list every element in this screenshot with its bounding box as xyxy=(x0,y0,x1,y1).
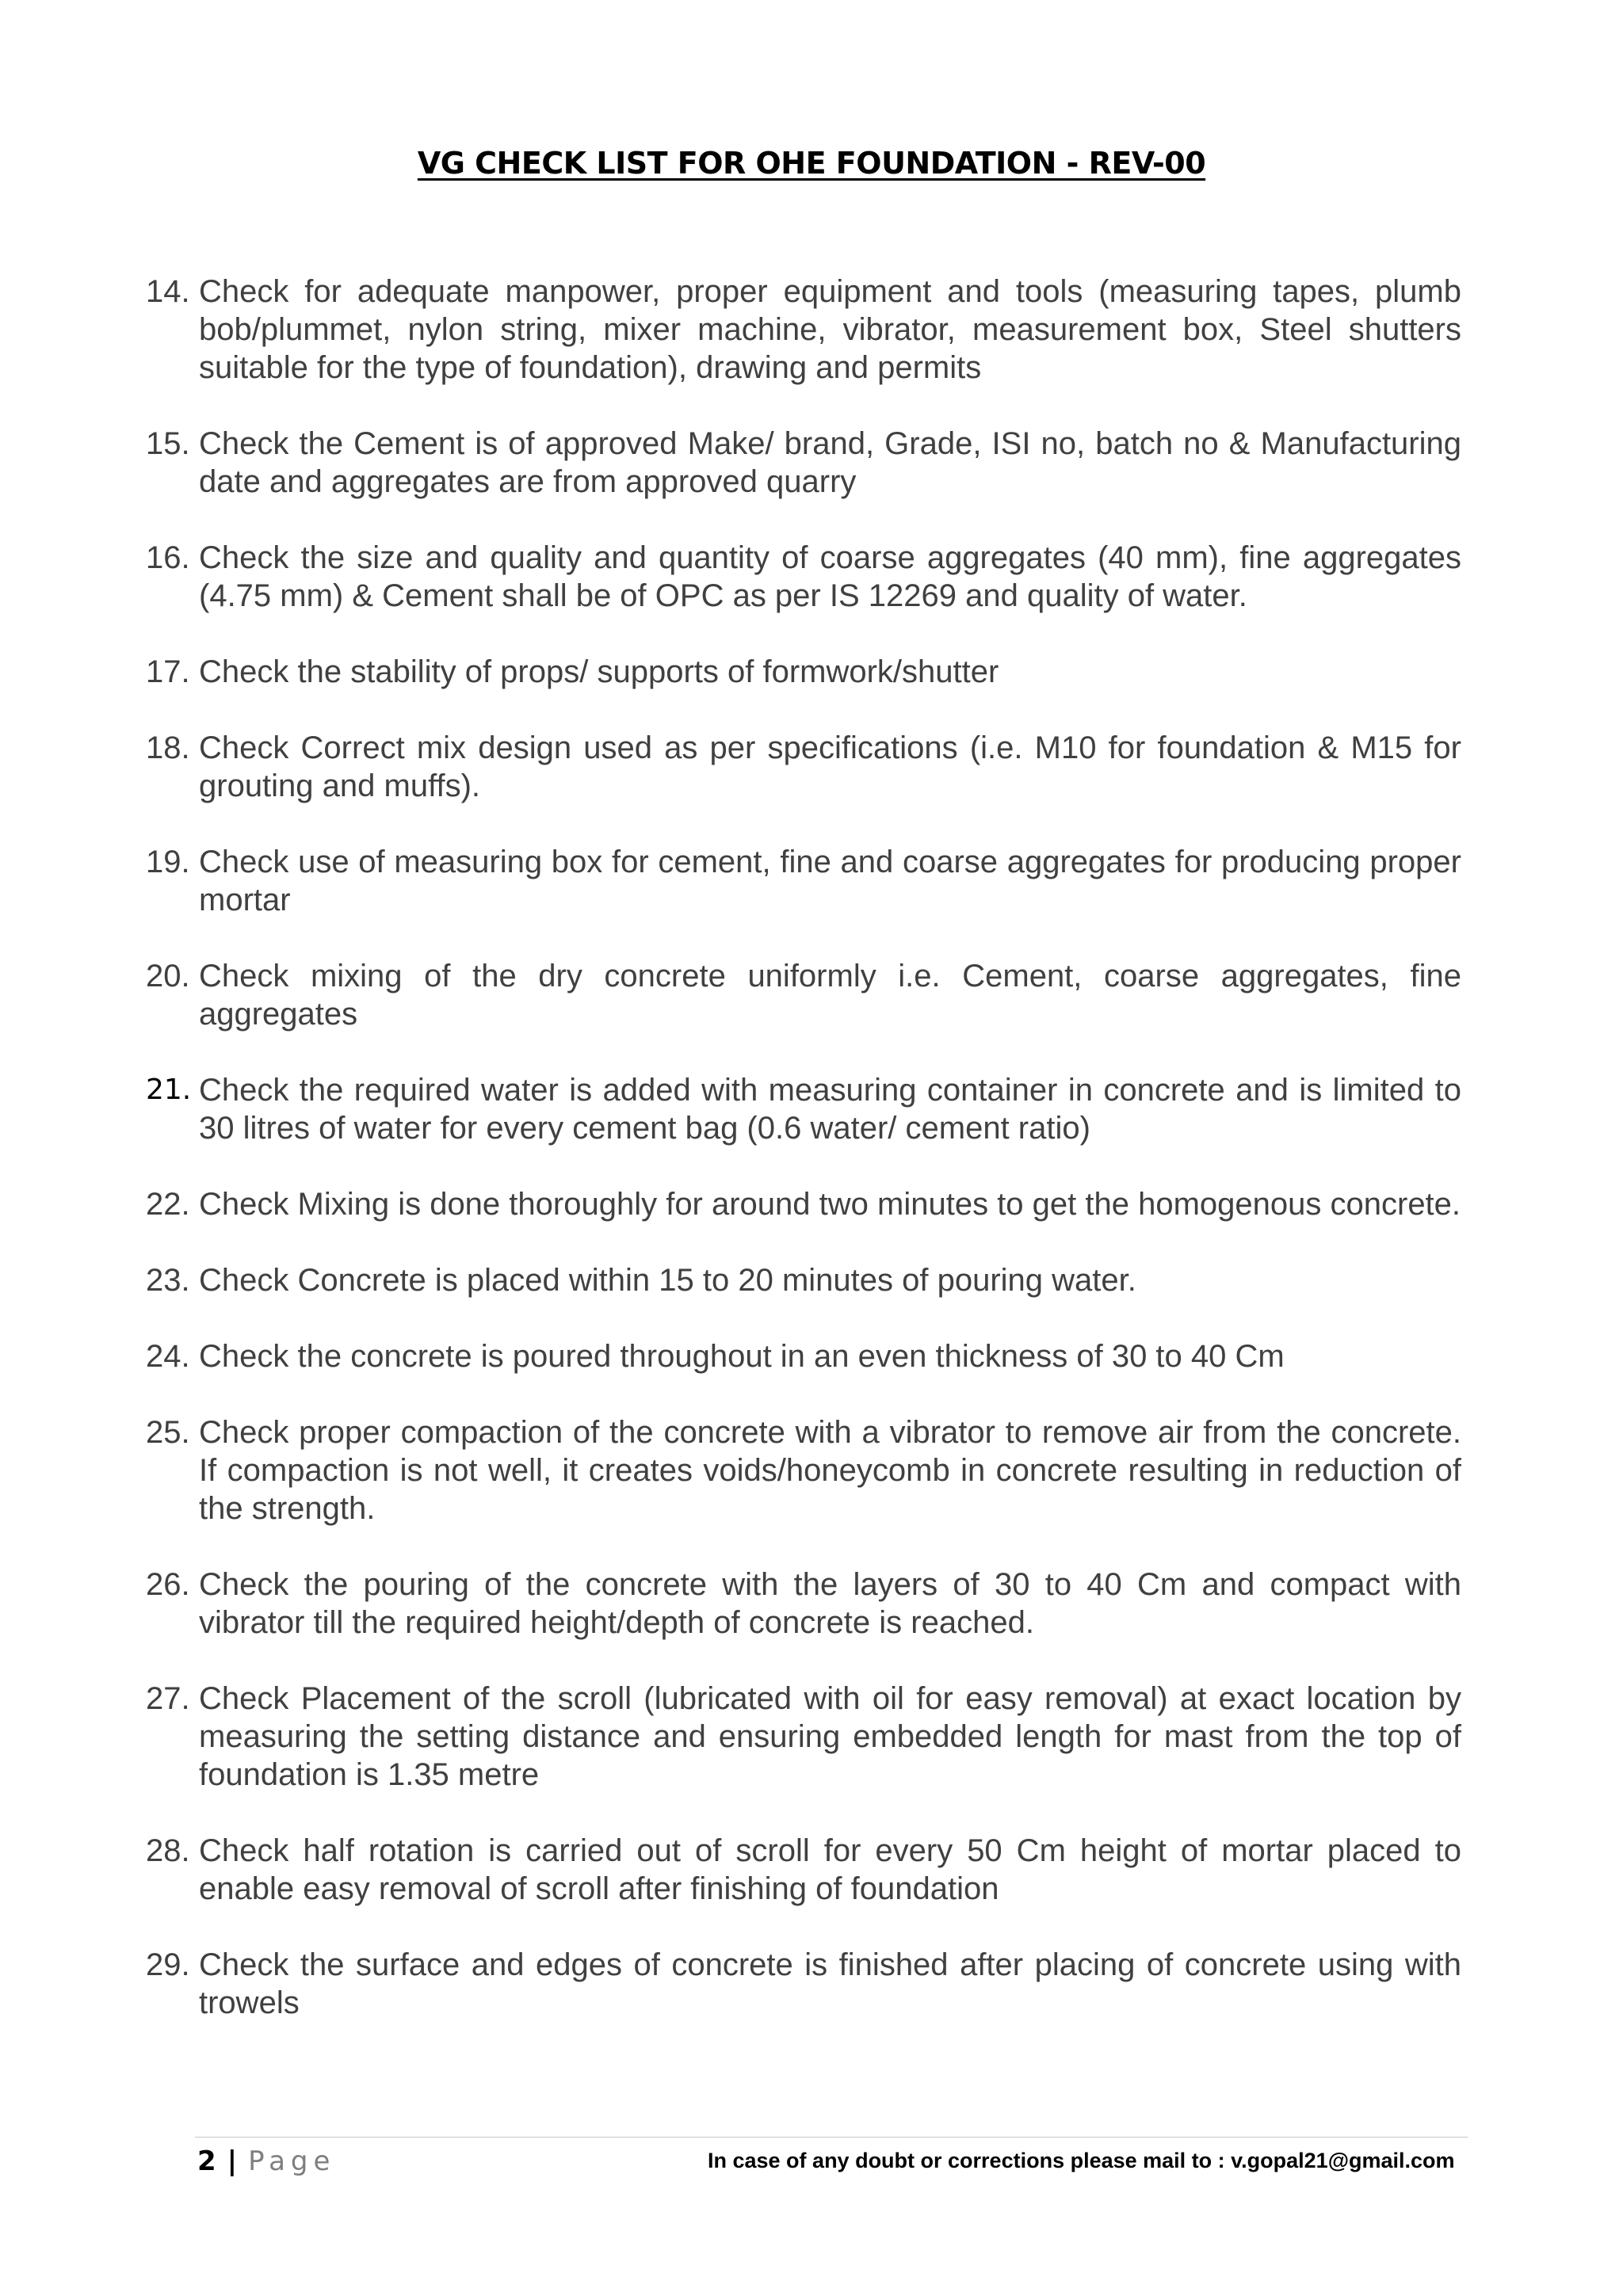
list-item xyxy=(146,957,1461,1033)
list-item xyxy=(146,1832,1461,1908)
item-number: 23. xyxy=(146,1263,190,1298)
page-separator: | xyxy=(227,2145,238,2177)
item-number: 19. xyxy=(146,845,190,879)
footer-contact-note: In case of any doubt or corrections please mail to : v.gopal21@gmail.com xyxy=(708,2149,1455,2172)
list-item xyxy=(146,539,1461,615)
item-number: 20. xyxy=(146,959,190,994)
page-label: Page xyxy=(248,2145,336,2177)
item-text: Check the size and quality and quantity of coarse aggregates (40 mm), fine aggregates (4.75 mm) & Cement shall be of OPC as per IS 12269 and quality of water. xyxy=(199,540,1461,613)
item-number: 16. xyxy=(146,540,190,575)
item-text: Check Mixing is done thoroughly for around two minutes to get the homogenous concrete. xyxy=(199,1187,1461,1222)
list-item xyxy=(146,273,1461,387)
list-item xyxy=(146,1946,1461,2022)
item-text: Check Placement of the scroll (lubricated with oil for easy removal) at exact location by measuring the setting distance and ensuring embedded length for mast from the top of foundation is 1.35 metre xyxy=(199,1681,1461,1792)
page-number-block xyxy=(197,2145,335,2177)
list-item xyxy=(146,653,1461,691)
item-text: Check the Cement is of approved Make/ brand, Grade, ISI no, batch no & Manufacturing date and aggregates are from approved quarry xyxy=(199,426,1461,499)
item-number: 17. xyxy=(146,654,190,689)
list-item xyxy=(146,843,1461,919)
list-item xyxy=(146,1337,1461,1375)
item-text: Check the surface and edges of concrete is finished after placing of concrete using with trowels xyxy=(199,1947,1461,2020)
item-number: 14. xyxy=(146,274,190,309)
item-number: 18. xyxy=(146,730,190,765)
item-text: Check proper compaction of the concrete with a vibrator to remove air from the concrete. If compaction is not well, it creates voids/honeycomb in concrete resulting in reduction of the strength. xyxy=(199,1415,1461,1526)
item-number: 22. xyxy=(146,1187,190,1222)
item-text: Check the concrete is poured throughout in an even thickness of 30 to 40 Cm xyxy=(199,1339,1285,1374)
item-text: Check Correct mix design used as per specifications (i.e. M10 for foundation & M15 for grouting and muffs). xyxy=(199,730,1461,803)
item-number: 15. xyxy=(146,426,190,461)
list-item xyxy=(146,1566,1461,1642)
list-item xyxy=(146,1261,1461,1299)
item-number: 21. xyxy=(146,1074,192,1106)
item-text: Check use of measuring box for cement, fine and coarse aggregates for producing proper mortar xyxy=(199,845,1461,917)
item-number: 25. xyxy=(146,1415,190,1450)
item-number: 24. xyxy=(146,1339,190,1374)
checklist xyxy=(146,273,1461,2060)
page-title: VG CHECK LIST FOR OHE FOUNDATION - REV-00 xyxy=(417,146,1206,181)
item-text: Check for adequate manpower, proper equipment and tools (measuring tapes, plumb bob/plummet, nylon string, mixer machine, vibrator, measurement box, Steel shutters suitable for the type of foundation), drawing and permits xyxy=(199,274,1461,385)
list-item xyxy=(146,1413,1461,1527)
item-text: Check half rotation is carried out of scroll for every 50 Cm height of mortar placed to enable easy removal of scroll after finishing of foundation xyxy=(199,1833,1461,1906)
item-text: Check Concrete is placed within 15 to 20 minutes of pouring water. xyxy=(199,1263,1136,1298)
page-number: 2 xyxy=(197,2145,216,2177)
item-text: Check mixing of the dry concrete uniformly i.e. Cement, coarse aggregates, fine aggregates xyxy=(199,959,1461,1032)
item-text: Check the stability of props/ supports of formwork/shutter xyxy=(199,654,999,689)
item-number: 27. xyxy=(146,1681,190,1716)
item-text: Check the pouring of the concrete with the layers of 30 to 40 Cm and compact with vibrator till the required height/depth of concrete is reached. xyxy=(199,1567,1461,1640)
list-item xyxy=(146,1185,1461,1223)
list-item xyxy=(146,1680,1461,1794)
list-item xyxy=(146,1071,1461,1147)
item-number: 28. xyxy=(146,1833,190,1868)
footer-divider xyxy=(195,2137,1468,2138)
list-item xyxy=(146,425,1461,501)
item-number: 26. xyxy=(146,1567,190,1602)
list-item xyxy=(146,729,1461,805)
item-number: 29. xyxy=(146,1947,190,1982)
item-text: Check the required water is added with measuring container in concrete and is limited to 30 litres of water for every cement bag (0.6 water/ cement ratio) xyxy=(199,1073,1461,1146)
